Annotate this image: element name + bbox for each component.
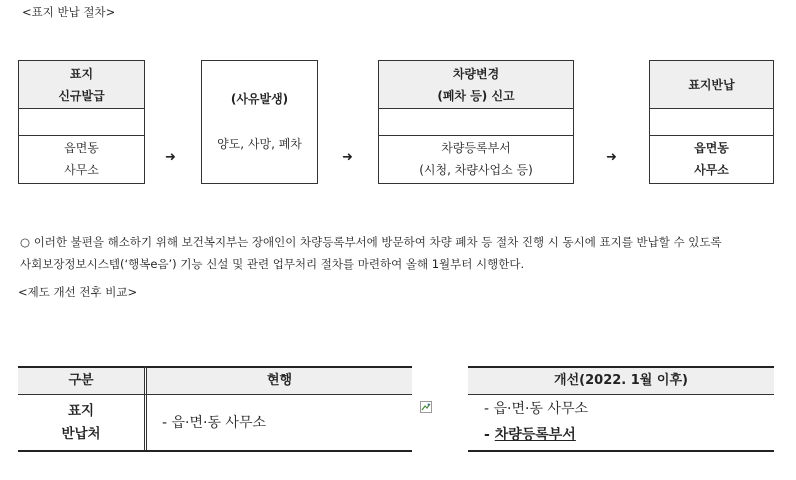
row-label-line1: 표지: [67, 403, 95, 419]
row-label: [18, 396, 144, 450]
comparison-table-improved: [468, 366, 774, 452]
table-bottom-border: [468, 450, 774, 452]
paragraph-line2: 사회보장정보시스템(‘행복e음’) 기능 신설 및 관련 업무처리 절차를 마련하여 올해 1월부터 시행한다.: [20, 257, 525, 271]
header-current: 현행: [147, 368, 412, 394]
step4-body: [650, 136, 773, 182]
improved-item-2-prefix: -: [484, 427, 495, 443]
step2-body: 양도, 사망, 폐차: [217, 137, 302, 151]
step1-header-line2: 신규발급: [58, 88, 105, 103]
step3-body: [379, 136, 573, 182]
header-improved: 개선(2022. 1월 이후): [468, 368, 774, 394]
step1-header-line1: 표지: [69, 66, 94, 81]
header-divider: [18, 394, 412, 395]
improved-item-2: [484, 424, 576, 444]
step3-header-line2: (폐차 등) 신고: [437, 88, 515, 103]
row-label-line2: 반납처: [61, 426, 101, 442]
column-divider: [144, 366, 147, 450]
step1-body-line2: 사무소: [64, 163, 99, 177]
comparison-caption: <제도 개선 전후 비교>: [18, 285, 138, 299]
arrow-icon: ➜: [342, 150, 353, 165]
improved-item-2-text: 차량등록부서: [494, 427, 576, 443]
step4-header: 표지반납: [650, 61, 773, 109]
comparison-table-current: [18, 366, 412, 452]
current-value: - 읍·면·동 사무소: [162, 415, 266, 431]
step2-header: (사유발생): [230, 92, 289, 106]
arrow-icon: ➜: [606, 150, 617, 165]
step3-body-line1: 차량등록부서: [441, 141, 511, 155]
header-category: 구분: [18, 368, 144, 394]
paragraph-line1: ○ 이러한 불편을 해소하기 위해 보건복지부는 장애인이 차량등록부서에 방문하여 차량 폐차 등 절차 진행 시 동시에 표지를 반납할 수 있도록: [20, 235, 722, 249]
step3-header-line1: 차량변경: [452, 66, 500, 81]
step1-header: [19, 61, 144, 109]
step3-header: [379, 61, 573, 109]
arrow-icon: ➜: [165, 150, 176, 165]
header-divider: [468, 394, 774, 395]
broken-image-icon: [420, 398, 432, 410]
step4-body-line1: 읍면동: [694, 141, 729, 155]
procedure-caption: <표지 반납 절차>: [22, 5, 116, 19]
table-bottom-border: [18, 450, 412, 452]
step1-body: [19, 136, 144, 182]
step4-body-line2: 사무소: [694, 163, 729, 177]
step1-body-line1: 읍면동: [64, 141, 99, 155]
step2-box: [201, 60, 318, 184]
improved-item-1: - 읍·면·동 사무소: [484, 401, 588, 417]
step3-body-line2: (시청, 차량사업소 등): [419, 163, 533, 177]
